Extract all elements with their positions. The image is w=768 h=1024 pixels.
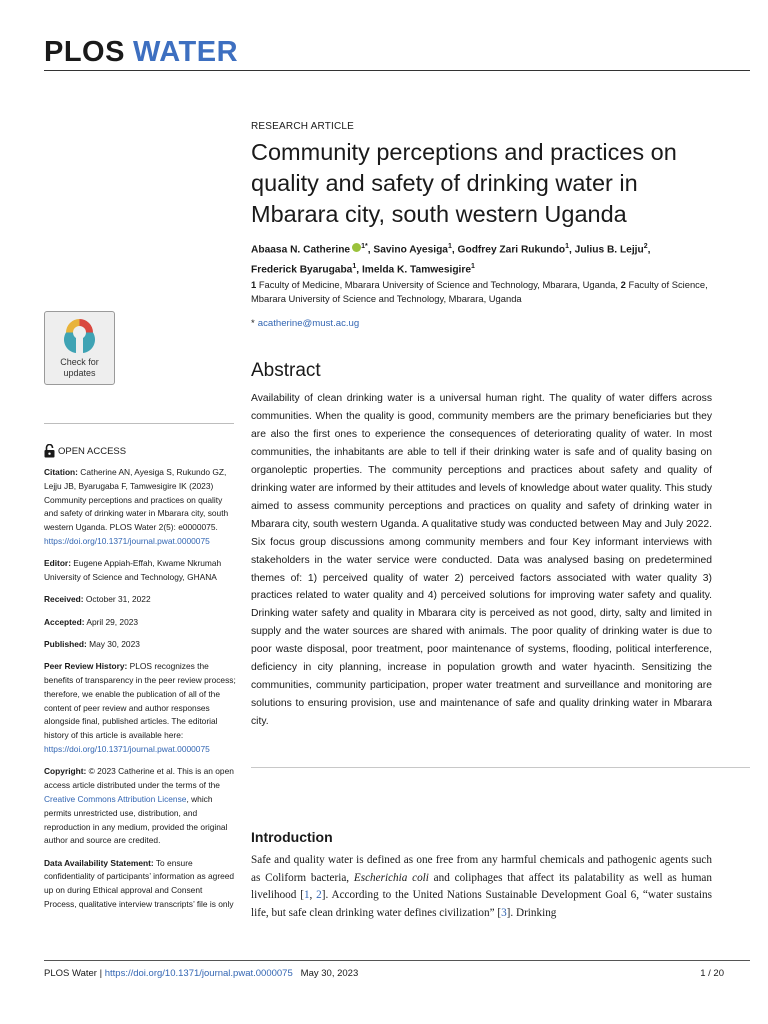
data-availability-text: To ensure confidentiality of participants’ information as agreed up on during Ethical approval and Consent Process, qualitative interview transcripts’ file is only [44, 857, 235, 910]
accepted-block [44, 616, 237, 630]
article-metadata-sidebar [44, 466, 237, 920]
peer-review-label: Peer Review History: [44, 661, 128, 672]
reference-link[interactable]: 3 [501, 906, 507, 919]
author-affil-sup: 2 [643, 243, 648, 250]
affiliation-number: 2 [620, 279, 626, 290]
author-affil-sup: 1 [565, 243, 569, 250]
corresponding-email-link[interactable]: acatherine@must.ac.ug [257, 318, 360, 329]
citation-text: Catherine AN, Ayesiga S, Rukundo GZ, Lejju JB, Byarugaba F, Tamwesigire IK (2023) Community perceptions and practices on quality and safety of drinking water in Mbarara city, south western Uganda. PLOS Water 2(5): e0000075. [44, 467, 229, 533]
author-affil-sup: 1 [361, 243, 365, 250]
open-lock-icon [44, 444, 55, 458]
corresponding-star: * [365, 243, 368, 250]
journal-logo-water: WATER [132, 36, 239, 68]
intro-text-segment: Safe and quality water is defined as one free from any harmful chemicals and pathogenic agents such as Coliform bacteria, [251, 854, 712, 884]
check-for-updates-label: Check for updates [60, 357, 99, 378]
peer-review-text: PLOS recognizes the benefits of transparency in the peer review process; therefore, we enable the publication of all of the content of peer review and author responses alongside final, published articles. The editorial history of this article is available here: [44, 661, 236, 741]
author-list: Abaasa N. Catherine $^{1*}$, Savino Ayesiga$^1$, Godfrey Zari Rukundo$^1$, Julius B. Lejju$^2$, Frederick Byarugaba$^1$, Imelda K. Tamwesigire$^1$ [251, 243, 651, 276]
copyright-label: Copyright: [44, 766, 87, 777]
abstract-heading: Abstract [251, 360, 321, 381]
intro-text-segment: and coliphages that affect its palatability as well as human livelihood [ [251, 871, 712, 902]
received-label: Received: [44, 594, 84, 605]
accepted-label: Accepted: [44, 616, 85, 627]
author-name[interactable]: Imelda K. Tamwesigire [361, 264, 472, 276]
footer-citation [44, 968, 358, 979]
accepted-date: April 29, 2023 [84, 616, 139, 627]
copyright-block [44, 765, 237, 848]
copyright-text-end: , which permits unrestricted use, distribution, and reproduction in any medium, provided the original author and source are credited. [44, 793, 228, 846]
data-availability-label: Data Availability Statement: [44, 857, 154, 868]
reference-link[interactable]: 2 [316, 889, 322, 902]
citation-doi-link[interactable]: https://doi.org/10.1371/journal.pwat.0000075 [44, 535, 210, 546]
intro-text-segment: , [309, 889, 317, 902]
editor-text: Eugene Appiah-Effah, Kwame Nkrumah University of Science and Technology, GHANA [44, 558, 222, 583]
editor-label: Editor: [44, 558, 71, 569]
affiliation-number: 1 [251, 279, 257, 290]
abstract-text: Availability of clean drinking water is a universal human right. The quality of water differs across communities. When the quality is good, community members are the primary beneficiaries but they are also the first ones to experience the consequences of deteriorating quality of water. In most communities, the inhabitants are able to tell if their drinking water is safe and of quality basing on organoleptic properties. The community perceptions and practices about safety and quality of drinking water are informed by their attitudes and levels of knowledge about water quality. This study aimed to assess community perceptions and practices on quality and safety of drinking water in Mbarara city, south western Uganda. A qualitative study was conducted between May and July 2022. Six focus group discussions among community members and four Key informant interviews with stakeholders in the water service were conducted. Data was analysed basing on predetermined themes of: 1) perceived quality of water 2) perceived factors associated with water quality 3) practices related to water quality and 4) perceived solutions for improving water safety and quality. Drinking water safety and quality in Mbarara city is perceived as not good, dirty, salty and limited in supply and the water sources are shared with animals. The poor quality of drinking water is due to poor waste disposal, poor treatment, poor maintenance of systems, flooding, political interference, deficiency in city planning, increase in population growth and water hyacinth. Sensitizing the communities, community participation, proper water treatment and surveillance and monitoring are solutions to ensuring provision, use and maintenance of safe and quality drinking water in Mbarara city. [251, 393, 712, 728]
reference-link[interactable]: 1 [303, 889, 310, 902]
citation-label: Citation: [44, 467, 78, 477]
article-type: RESEARCH ARTICLE [251, 121, 355, 132]
author-affil-sup: 1 [447, 243, 452, 250]
header-divider [44, 70, 750, 71]
peer-review-link[interactable]: https://doi.org/10.1371/journal.pwat.0000075 [44, 744, 210, 755]
journal-logo[interactable] [44, 36, 238, 69]
author-affil-sup: 1 [352, 263, 357, 271]
license-link[interactable]: Creative Commons Attribution License [44, 793, 187, 804]
affiliation-text: Faculty of Science, Mbarara University of Science and Technology, Mbarara, Uganda [251, 279, 708, 304]
page-number: 1 / 20 [700, 968, 724, 979]
author-name[interactable]: Julius B. Lejju [574, 244, 644, 256]
author-name[interactable]: Frederick Byarugaba [251, 264, 353, 276]
copyright-text: © 2023 Catherine et al. This is an open access article distributed under the terms of the [44, 766, 234, 791]
author-affil-sup: 1 [471, 263, 475, 271]
footer-date: May 30, 2023 [300, 968, 359, 979]
check-for-updates-icon [64, 317, 95, 355]
affiliations [251, 278, 721, 306]
footer-journal: PLOS Water | [44, 968, 105, 979]
received-block [44, 593, 237, 607]
introduction-text [251, 852, 712, 922]
footer-doi-link[interactable]: https://doi.org/10.1371/journal.pwat.0000075 [104, 968, 293, 979]
open-access-text: OPEN ACCESS [58, 445, 127, 457]
author-name[interactable]: Abaasa N. Catherine [251, 244, 351, 256]
species-name: Escherichia coli [353, 871, 429, 884]
journal-logo-plos: PLOS [44, 36, 125, 68]
author-name[interactable]: Savino Ayesiga [373, 244, 448, 256]
sidebar-divider [44, 423, 234, 424]
article-title: Community perceptions and practices on quality and safety of drinking water in Mbarara city, south western Uganda [251, 139, 677, 227]
check-for-updates-badge[interactable] [44, 311, 115, 385]
corresponding-author [251, 318, 359, 329]
intro-text-segment: ]. Drinking [506, 906, 557, 919]
received-date: October 31, 2022 [83, 594, 151, 605]
published-label: Published: [44, 638, 87, 649]
citation-block [44, 466, 237, 549]
peer-review-block [44, 660, 237, 757]
editor-block [44, 557, 237, 585]
author-name[interactable]: Godfrey Zari Rukundo [457, 244, 566, 256]
published-block [44, 638, 237, 652]
data-availability-block [44, 857, 237, 912]
intro-text-segment: ]. According to the United Nations Sustainable Development Goal 6, “water sustains life, but safe clean drinking water defines civilization” [ [251, 889, 712, 919]
corresponding-star: * [251, 318, 255, 329]
abstract-divider [251, 767, 750, 768]
affiliation-text: Faculty of Medicine, Mbarara University of Science and Technology, Mbarara, Uganda, [258, 279, 619, 290]
orcid-icon[interactable] [352, 243, 361, 252]
published-date: May 30, 2023 [86, 638, 140, 649]
introduction-heading: Introduction [251, 829, 333, 845]
footer-divider [44, 960, 750, 961]
open-access-label [44, 444, 126, 458]
